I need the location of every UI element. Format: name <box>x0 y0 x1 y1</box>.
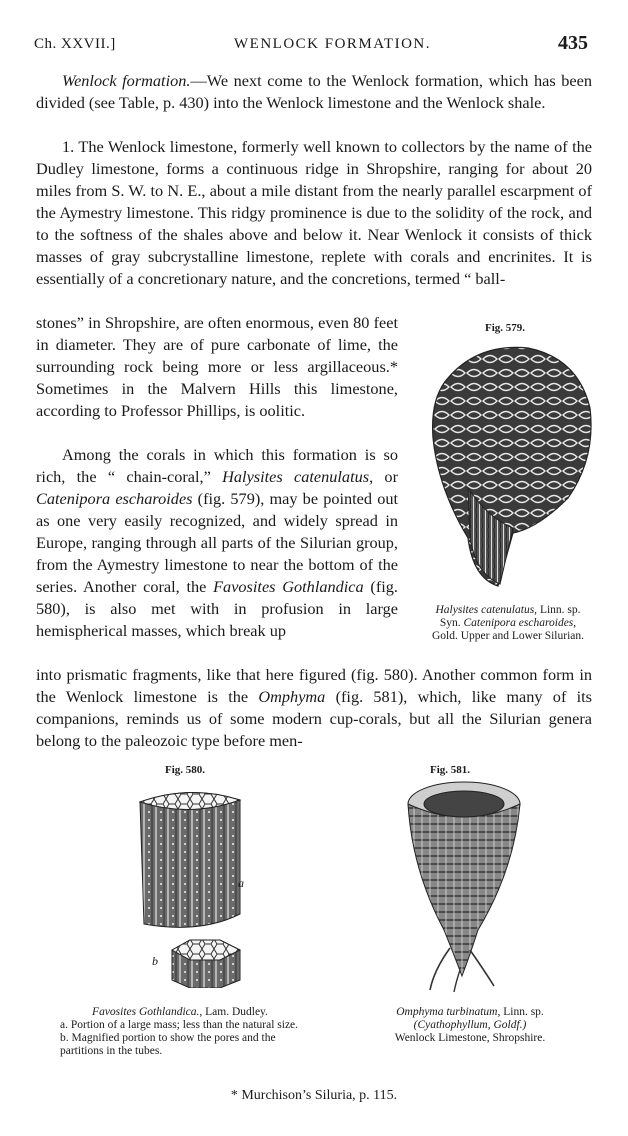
fig580-caption-b: b. Magnified portion to show the pores and the partitions in the tubes. <box>60 1032 276 1057</box>
fig581-omphyma-illustration <box>404 780 524 994</box>
fig579-caption-syn: Syn. <box>439 617 464 629</box>
species-halysites: Halysites catenulatus <box>222 467 370 486</box>
fig581-caption-synonym: (Cyathophyllum, Goldf.) <box>413 1019 527 1031</box>
para2-text: 1. The Wenlock limestone, formerly well known to collectors by the name of the Dudley limestone, forms a continuous ridge in Shropshire, ranging for about 20 miles from S. W. to N. E., about a mile distant from the nearly parallel escarpment of the Aymestry limestone. This ridgy prominence is due to the solidity of the rock, and to the softness of the shales above and below it. Near Wenlock it consists of thick masses of gray subcrystalline limestone, replete with corals and encrinites. It is essentially of a concretionary nature, and the concretions, termed “ ball- <box>36 137 592 288</box>
fig580-caption <box>60 1006 300 1058</box>
fig580-marker-a: a <box>238 876 244 890</box>
para3-wide-text-b: (fig. 581), which, like many of its companions, reminds us of some modern cup-corals, but all the Silurian genera belong to the paleozoic type before men- <box>36 687 593 750</box>
fig581-label: Fig. 581. <box>429 764 471 776</box>
footnote: * Murchison’s Siluria, p. 115. <box>230 1088 398 1103</box>
fig579-caption-authority: Linn. sp. <box>537 604 581 616</box>
para3-wide-text-a: into prismatic fragments, like that here figured (fig. 580). Another common form in the Wenlock limestone is the <box>36 665 592 706</box>
paragraph-wenlock-intro <box>36 70 592 114</box>
genus-omphyma: Omphyma <box>258 687 326 706</box>
fig581-caption-authority: Linn. sp. <box>500 1006 544 1018</box>
para3-text-b: , or <box>369 467 398 486</box>
fig580-caption-species: Favosites Gothlandica. <box>92 1006 200 1018</box>
section-lead: Wenlock formation. <box>62 71 191 90</box>
paragraph-limestone-wide <box>36 136 592 290</box>
para1-text: —We next come to the Wenlock formation, which has been divided (see Table, p. 430) into the Wenlock limestone and the Wenlock shale. <box>36 71 593 112</box>
para2-narrow-text: stones” in Shropshire, are often enormous, even 80 feet in diameter. They are of pure carbonate of lime, the surrounding rock being more or less argillaceous.* Sometimes in the Malvern Hills this limestone, according to Professor Phillips, is oolitic. <box>36 313 398 420</box>
paragraph-corals-wide <box>36 664 592 752</box>
fig580-marker-b: b <box>152 954 158 968</box>
page-number: 435 <box>558 32 588 54</box>
paragraph-corals-narrow <box>36 444 398 642</box>
fig579-caption-synonym: Catenipora escharoides, <box>463 617 577 629</box>
fig579-caption-species: Halysites catenulatus, <box>435 604 538 616</box>
species-favosites: Favosites Gothlandica <box>213 577 364 596</box>
fig580-label: Fig. 580. <box>164 764 206 776</box>
fig580-caption-a: a. Portion of a large mass; less than the natural size. <box>60 1019 299 1031</box>
paragraph-limestone-narrow <box>36 312 398 422</box>
para3-text-a: Among the corals in which this formation is so rich, the “ chain-coral,” <box>36 445 398 486</box>
chapter-label: Ch. XXVII.] <box>34 36 116 52</box>
fig581-caption-locality: Wenlock Limestone, Shropshire. <box>394 1032 546 1044</box>
fig581-caption <box>360 1006 580 1045</box>
para3-text-c: (fig. 579), may be pointed out as one very easily recognized, and widely spread in Europe, ranging through all parts of the Silurian group, from the Aymestry limestone to near the bottom of the series. Another coral, the <box>36 489 399 596</box>
running-header <box>34 34 588 56</box>
page-title: WENLOCK FORMATION. <box>234 36 431 52</box>
para3-text-d: (fig. 580), is also met with in profusion in large hemispherical masses, which break up <box>36 577 399 640</box>
fig579-halysites-illustration <box>418 338 598 590</box>
fig579-caption-range: Gold. Upper and Lower Silurian. <box>431 630 585 642</box>
fig581-caption-species: Omphyma turbinatum, <box>396 1006 501 1018</box>
fig579-label: Fig. 579. <box>484 322 526 334</box>
fig579-caption <box>408 604 608 643</box>
fig580-caption-authority: , Lam. Dudley. <box>199 1006 268 1018</box>
species-catenipora: Catenipora escharoides <box>36 489 193 508</box>
